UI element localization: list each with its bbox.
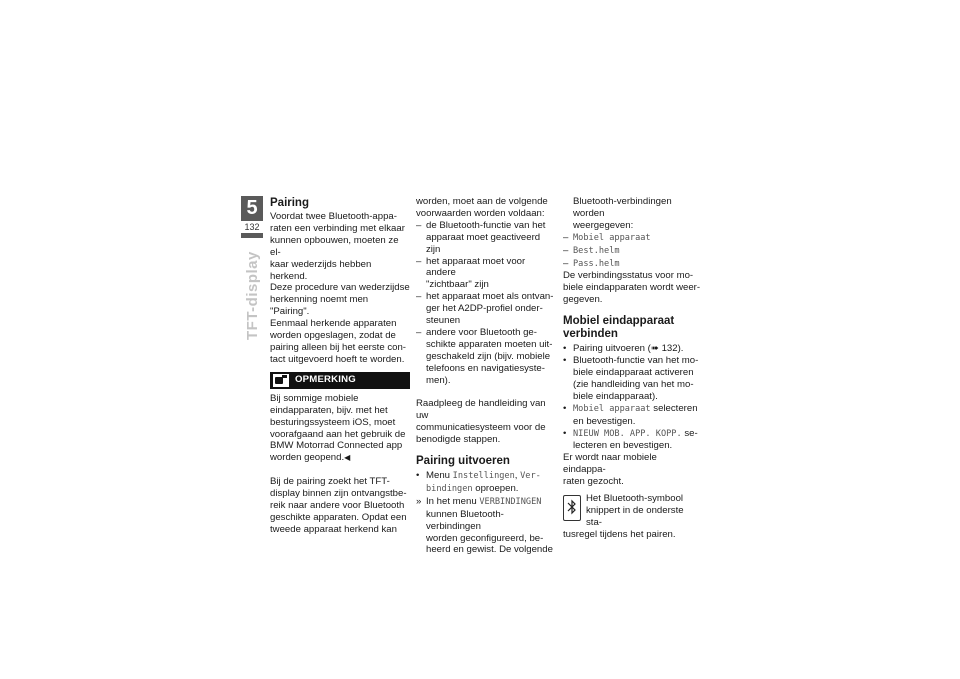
note-hand-icon — [273, 374, 289, 387]
note-text: Bij sommige mobiele eindapparaten, bijv. met het besturingssysteem iOS, moet voorafgaand aan het gebruik de BMW Motorrad Connected app worden geopend.◀ — [270, 392, 406, 464]
connection-item: – Mobiel apparaat — [563, 231, 651, 243]
handbook-text: Raadpleeg de handleiding van uw communicatiesysteem voor de benodigde stappen. — [416, 398, 546, 446]
chapter-number: 5 — [246, 197, 258, 219]
condition-item: – de Bluetooth-functie van het apparaat moet geactiveerd zijn — [416, 219, 546, 255]
end-mark-icon: ◀ — [344, 453, 351, 463]
pairing-intro: Voordat twee Bluetooth-appa- raten een verbinding met elkaar kunnen opbouwen, moeten ze el- kaar wederzijds hebben herkend. Deze procedure van wederzijdse herkenning noemt men "Pairing". Eenmaal herkende apparaten worden opgeslagen, zodat de pairing alleen bij het eerste con- tact uitgevoerd hoeft te worden. — [270, 211, 410, 365]
page-number: 132 — [241, 221, 263, 233]
conditions-intro: worden, moet aan de volgende voorwaarden worden voldaan: — [416, 196, 548, 219]
note-label: OPMERKING — [295, 374, 356, 386]
step-menu: • Menu Instellingen, Ver- bindingen oproepen. — [416, 470, 541, 494]
bluetooth-icon — [563, 495, 581, 521]
column-2 — [416, 196, 556, 556]
connection-item: – Best.helm — [563, 244, 620, 256]
note-header — [270, 372, 410, 389]
step-new-device: • NIEUW MOB. APP. KOPP. se- lecteren en bevestigen. — [563, 427, 698, 452]
chapter-title: TFT-display — [244, 251, 261, 340]
condition-item: – het apparaat moet voor andere "zichtbaar" zijn — [416, 255, 526, 291]
bluetooth-note: Het Bluetooth-symbool knippert in de onderste sta- tusregel tijdens het pairen. — [563, 493, 684, 540]
step-select-mobile: • Mobiel apparaat selecteren en bevestigen. — [563, 402, 698, 427]
page-ref-arrow-icon: ➠ — [650, 343, 659, 355]
connection-item: – Pass.helm — [563, 257, 620, 269]
step-pairing: • Pairing uitvoeren (➠ 132). — [563, 343, 684, 355]
column-1 — [270, 196, 410, 536]
step-result-continued: Bluetooth-verbindingen worden weergegeven: — [573, 196, 672, 231]
heading-pairing-uitvoeren: Pairing uitvoeren — [416, 455, 510, 468]
column-3 — [563, 196, 701, 541]
heading-mobiel-verbinden: Mobiel eindapparaat verbinden — [563, 315, 675, 341]
step-bluetooth: • Bluetooth-functie van het mo- biele eindapparaat activeren (zie handleiding van het mo- biele eindapparaat). — [563, 355, 699, 402]
status-text: De verbindingsstatus voor mo- biele eindapparaten wordt weer- gegeven. — [563, 270, 701, 306]
condition-item: – het apparaat moet als ontvan- ger het A2DP-profiel onder- steunen — [416, 291, 554, 327]
heading-pairing: Pairing — [270, 197, 309, 209]
pairing-search-text: Bij de pairing zoekt het TFT- display binnen zijn ontvangstbe- reik naar andere voor Bluetooth geschikte apparaten. Opdat een tweede apparaat herkend kan — [270, 476, 407, 535]
condition-item: – andere voor Bluetooth ge- schikte apparaten moeten uit- geschakeld zijn (bijv. mobiele telefoons en navigatiesyste- men). — [416, 326, 553, 386]
search-text: Er wordt naar mobiele eindappa- raten gezocht. — [563, 452, 657, 488]
step-result: » In het menu VERBINDINGEN kunnen Bluetooth-verbindingen worden geconfigureerd, be- heerd en gewist. De volgende — [416, 495, 553, 556]
chapter-tab — [241, 196, 263, 238]
